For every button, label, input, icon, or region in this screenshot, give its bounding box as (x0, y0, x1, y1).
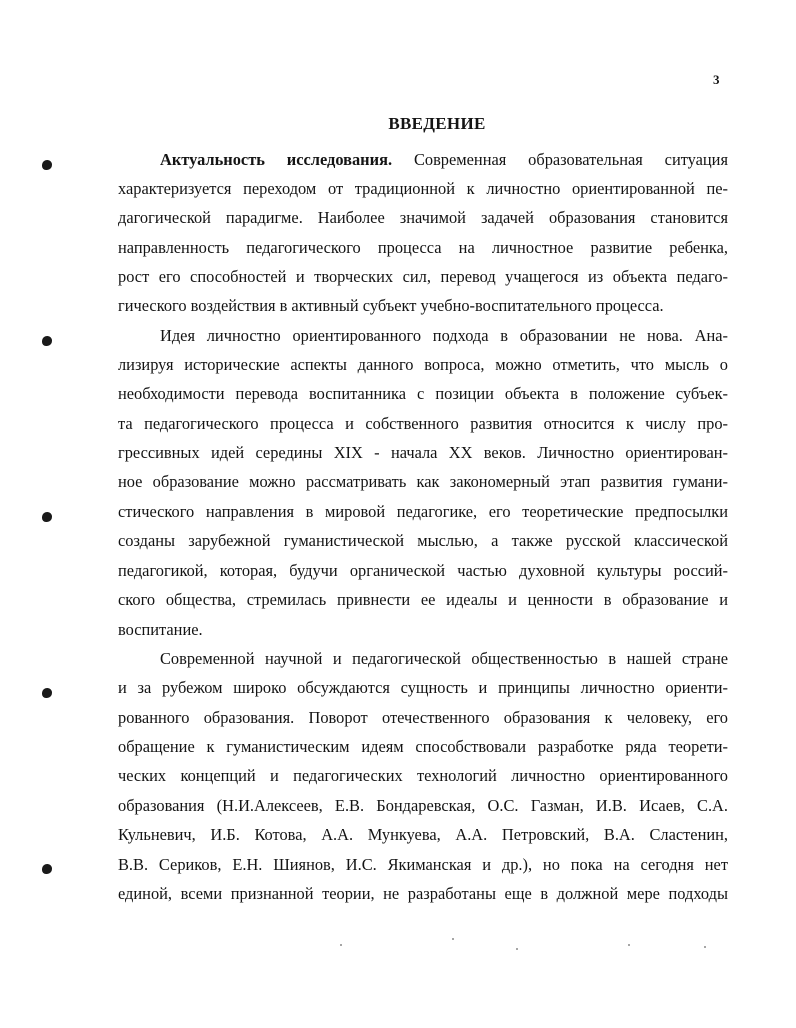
text-line: Идея личностно ориентированного подхода в образовании не нова. Ана- (160, 326, 728, 345)
text-line: воспитание. (118, 620, 203, 639)
text-line: характеризуется переходом от традиционной к личностно ориентированной пе- (118, 179, 728, 198)
text-line: рост его способностей и творческих сил, перевод учащегося из объекта педаго- (118, 267, 728, 286)
text-line: направленность педагогического процесса на личностное развитие ребенка, (118, 238, 728, 257)
text-line: гического воздействия в активный субъект учебно-воспитательного процесса. (118, 296, 664, 315)
punch-hole-mark (42, 336, 52, 346)
text-line (160, 150, 728, 170)
scan-speck (516, 948, 518, 950)
punch-hole-mark (42, 512, 52, 522)
text-line: ского общества, стремилась привнести ее идеалы и ценности в образование и (118, 590, 728, 609)
line-text: Современная образовательная ситуация (413, 150, 728, 169)
text-line: Кульневич, И.Б. Котова, А.А. Мункуева, А.А. Петровский, В.А. Сластенин, (118, 825, 728, 844)
page-number: 3 (713, 72, 720, 87)
text-line: и за рубежом широко обсуждаются сущность и принципы личностно ориенти- (118, 678, 728, 697)
text-line: дагогической парадигме. Наиболее значимой задачей образования становится (118, 208, 728, 227)
text-line: лизируя исторические аспекты данного вопроса, можно отметить, что мысль о (118, 355, 728, 374)
lead-phrase: Актуальность исследования. (160, 150, 393, 169)
text-line: обращение к гуманистическим идеям способствовали разработке ряда теорети- (118, 737, 728, 756)
punch-hole-mark (42, 864, 52, 874)
text-line: та педагогического процесса и собственного развития относится к числу про- (118, 414, 728, 433)
scan-speck (340, 944, 342, 946)
text-line: стического направления в мировой педагогике, его теоретические предпосылки (118, 502, 728, 521)
text-line: Современной научной и педагогической общественностью в нашей стране (160, 649, 728, 668)
scan-speck (628, 944, 630, 946)
text-line: рованного образования. Поворот отечественного образования к человеку, его (118, 708, 728, 727)
text-line: созданы зарубежной гуманистической мыслью, а также русской классической (118, 531, 728, 550)
scan-speck (452, 938, 454, 940)
text-line: ное образование можно рассматривать как закономерный этап развития гумани- (118, 472, 728, 491)
text-line: необходимости перевода воспитанника с позиции объекта в положение субъек- (118, 384, 728, 403)
text-line: ческих концепций и педагогических технологий личностно ориентированного (118, 766, 728, 785)
text-line: В.В. Сериков, Е.Н. Шиянов, И.С. Якиманская и др.), но пока на сегодня нет (118, 855, 728, 874)
text-line: педагогикой, которая, будучи органической частью духовной культуры россий- (118, 561, 728, 580)
punch-hole-mark (42, 160, 52, 170)
punch-hole-mark (42, 688, 52, 698)
page-heading: ВВЕДЕНИЕ (388, 114, 486, 133)
text-line: грессивных идей середины XIX - начала XX веков. Личностно ориентирован- (118, 443, 728, 462)
scan-speck (704, 946, 706, 948)
text-line: единой, всеми признанной теории, не разработаны еще в должной мере подходы (118, 884, 728, 903)
text-line: образования (Н.И.Алексеев, Е.В. Бондаревская, О.С. Газман, И.В. Исаев, С.А. (118, 796, 728, 815)
